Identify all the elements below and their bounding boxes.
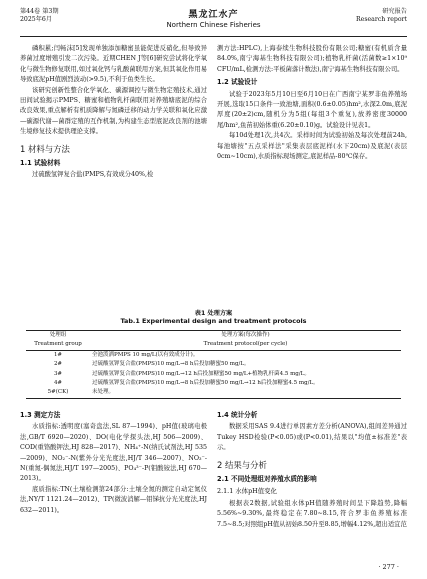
intro-paragraph-1: 磷积累;闫畅沫[5]发现单独添加糖蜜虽能促进反硝化,但导致异养菌过度增殖引发二次污染。近期CHEN J等[6]研究尝试将化学氧化与微生物修复联用,如过氧化钙与乳酸菌联用方案,但其氧化作用易导致底泥pH值剧烈波动(>9.5),不利于鱼类生长。 [20,45,207,84]
sediment-methods: 底质指标:TN(土壤检测第24部分:土壤全氮的测定自动定氮仪法,NY/T 1121.24—2012)、TP(微波消解—钼锑抗分光光度法,HJ 632—2011)。 [20,485,207,514]
row-group: 1# [53,351,63,358]
row-protocol: 过硫酸氢钾复合盐(PMPS)10 mg/L→8 h后投加糖蜜50 mg/L。 [92,361,250,368]
row-group: 5#(CK) [26,388,90,398]
table-caption [20,308,407,325]
ph-results-paragraph: 根据表2数据,试验组水体pH值随养殖时间呈下降趋势,降幅5.56%~9.30%,最终稳定在7.80~8.15,符合罗非鱼养殖标准7.5~8.5;对照组pH值从初始8.50升至8.85,增幅4.12%,超出适宜范 [217,499,407,528]
statistics-paragraph: 数据采用SAS 9.4进行单因素方差分析(ANOVA),组间差异通过Tukey HSD检验(P<0.05)或(P<0.01),结果以"均值±标准差"表示。 [217,423,407,452]
intro-paragraph-2: 该研究创新性整合化学氧化、碳源调控与微生物定殖技术,通过田间试验揭示PMPS、糖蜜和植物乳杆菌联用对养殖塘底泥的综合改良效果,重点解析有机质降解与氮磷迁移的动力学关联和氧化应激—碳源代谢—菌群定殖的互作机制,为构建生态型底泥改良剂的池塘生境修复技术提供理论支撑。 [20,86,207,136]
table-row [26,360,401,369]
journal-name-en: Northern Chinese Fisheries [166,21,261,29]
header-protocol: 处理方案(每次操作) [90,331,401,341]
row-protocol: 过硫酸氢钾复合盐(PMPS)10 mg/L→8 h后投加糖蜜50 mg/L→12 h后投加糖蜜4.5 mg/L。 [92,380,319,387]
water-quality-methods: 水质指标:透明度(塞奇盘法,SL 87—1994)、pH值(玻璃电极法,GB/T 6920—2020)、DO(电化学探头法,HJ 506—2009)、COD(重铬酸钾法,HJ 828—2017)、NH₄⁺-N(纳氏试剂法,HJ 535—2009)、NO₂⁻-N(紫外分光光度法,HJ/T 346—2007)、NO₃⁻-N(重氮-偶氮法,HJ/T 197—2005)、PO₄³⁻-P(钼酸铵法,HJ 670—2013)。 [20,423,207,483]
table-row [26,350,401,360]
table-header-row [26,331,401,341]
left-column-bottom [20,408,207,516]
journal-title [20,7,407,29]
table-row [26,370,401,379]
header-group-en: Treatment group [26,340,90,350]
design-paragraph: 试验于2023年5月10日至6月10日在广西南宁某罗非鱼养殖场开展,选取15口条件一致池塘,面积(0.6±0.05)hm²,水深2.0m,底泥厚度(20±2)cm,随机分为5组(每组3个重复),放养密度30000尾/hm²,鱼苗初始体重(6.20±0.10)g。试验设计见表1。 [217,90,407,129]
materials-continued: 测方法:HPLC),上海泰续生物科技股份有限公司;糖蜜(有机质含量84.0%,南宁海基生物科技有限公司);植物乳杆菌(活菌数≥1×10⁹ CFU/mL,检测方法:平板菌落计数法),南宁海基生物科技有限公司。 [217,45,407,73]
section-heading-methods: 1 材料与方法 [20,143,70,154]
table-header-row-en [26,340,401,350]
left-column-top [20,44,207,181]
row-group: 3# [53,370,63,377]
section-heading-results: 2 结果与分析 [217,459,267,470]
sampling-paragraph: 每10d处理1次,共4次。采样时间为试验初始及每次处理前24h,每池塘按"五点采样法"采集表层底泥样(水下20cm)及底泥(表层0cm~10cm),水质指标现场测定,底泥样品-80℃保存。 [217,132,407,161]
subsection-measurement: 1.3 测定方法 [20,411,61,419]
header-protocol-en: Treatment protocol(per cycle) [90,340,401,350]
issue-date: 2025年6月 [20,16,53,23]
row-group: 4# [53,380,63,387]
row-protocol: 过硫酸氢钾复合盐(PMPS)10 mg/L→12 h后投加糖蜜50 mg/L+植物乳杆菌4.5 mg/L。 [92,370,310,377]
article-type-cn: 研究报告 [382,8,407,15]
right-column-bottom [217,408,407,530]
row-protocol: 未处理。 [90,388,401,398]
treatment-table [26,330,401,399]
row-group: 2# [53,361,63,368]
row-protocol: 全池泼洒PMPS 10 mg/L(以有效成分计)。 [92,351,199,358]
materials-paragraph: 过硫酸氢钾复合盐(PMPS,有效成分40%,检 [32,171,154,179]
journal-name-cn: 黑龙江水产 [188,10,239,20]
article-type-en: Research report [356,16,407,23]
header-group: 处理组 [26,331,90,341]
table-caption-en: Tab.1 Experimental design and treatment protocols [120,317,307,325]
table-row [26,388,401,398]
subsection-materials: 1.1 试验材料 [20,159,61,168]
running-header [20,6,407,37]
table-caption-cn: 表1 处理方案 [194,310,233,317]
subsubsection-ph: 2.1.1 水体pH值变化 [217,487,277,496]
subsection-design: 1.2 试验设计 [217,78,258,87]
page-number: · 277 · [378,563,399,571]
subsection-water-quality: 2.1 不同处理组对养殖水质的影响 [217,475,317,484]
right-column-top [217,44,407,162]
issue-volume: 第44卷 第3期 [20,8,59,15]
table-row [26,379,401,388]
subsection-statistics: 1.4 统计分析 [217,411,258,419]
article-type [356,8,407,24]
